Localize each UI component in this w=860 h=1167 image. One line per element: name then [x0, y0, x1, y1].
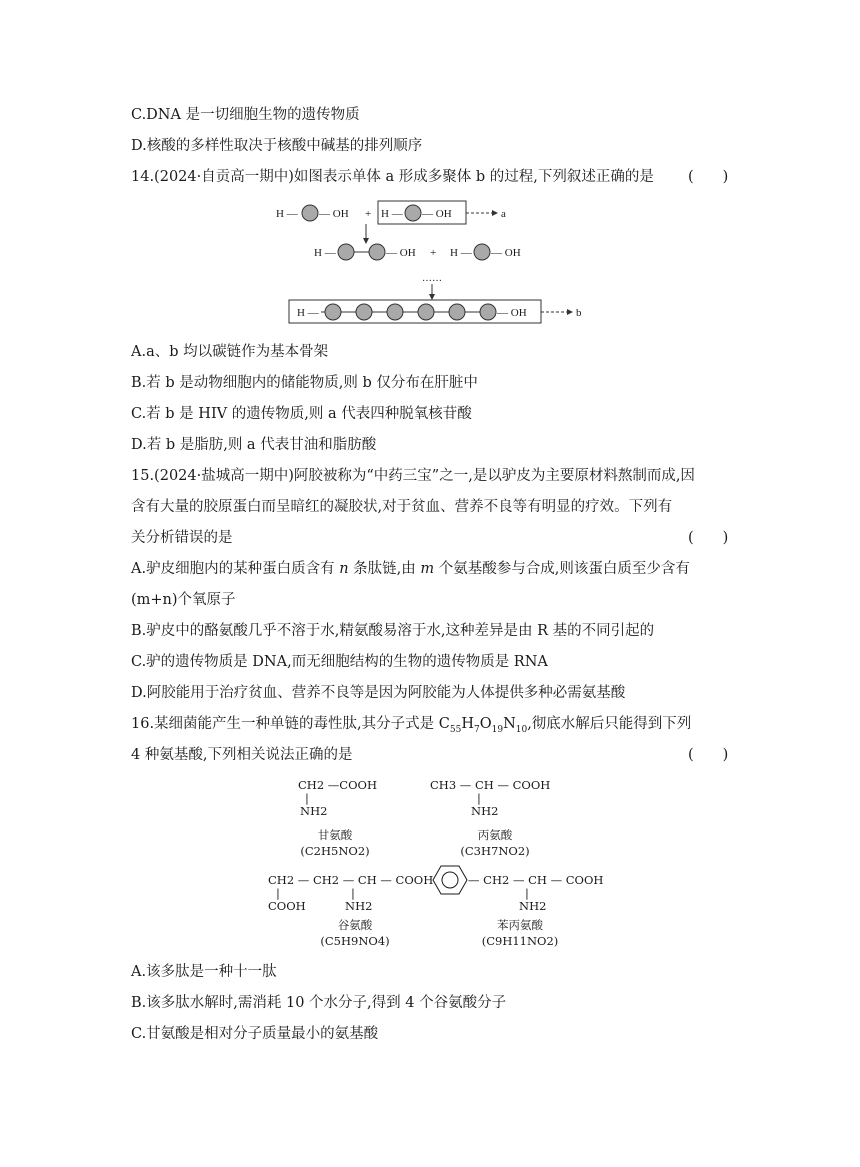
q15-stem-line2: 含有大量的胶原蛋白而呈暗红的凝胶状,对于贫血、营养不良等有明显的疗效。下列有 [131, 499, 673, 515]
row2-oh2: — OH [491, 247, 521, 259]
label-b: b [576, 307, 582, 319]
q15-stem-line3: 关分析错误的是 [131, 530, 233, 546]
row1-h: H — [276, 208, 298, 220]
q15-option-c: C.驴的遗传物质是 DNA,而无细胞结构的生物的遗传物质是 RNA [131, 654, 548, 670]
glycine-bond: | [305, 791, 309, 805]
q13-option-d: D.核酸的多样性取决于核酸中碱基的排列顺序 [131, 138, 423, 154]
q14-option-b: B.若 b 是动物细胞内的储能物质,则 b 仅分布在肝脏中 [131, 375, 478, 391]
q16-answer-paren: ( ) [688, 747, 729, 763]
q15-option-d: D.阿胶能用于治疗贫血、营养不良等是因为阿胶能为人体提供多种必需氨基酸 [131, 685, 626, 701]
dots: …… [422, 273, 442, 284]
glutamate-top: CH2 — CH2 — CH — COOH [268, 873, 434, 887]
monomer-circle [418, 304, 434, 320]
q16-stem-line1: 16.某细菌能产生一种单链的毒性肽,其分子式是 $C_{55}H_7O_{19}N_{10}$,彻底水解后只能得到下列 [131, 716, 692, 735]
glycine-bottom: NH2 [300, 804, 328, 818]
alanine-bond: | [477, 791, 481, 805]
q13-option-c: C.DNA 是一切细胞生物的遗传物质 [131, 107, 360, 123]
glutamate-bond-right: | [351, 886, 355, 900]
phenylalanine-bond: | [525, 886, 529, 900]
q16-option-a: A.该多肽是一种十一肽 [131, 964, 277, 980]
monomer-circle [356, 304, 372, 320]
alanine-top: CH3 — CH — COOH [430, 778, 551, 792]
glutamate-bond-left: | [276, 886, 280, 900]
monomer-circle [449, 304, 465, 320]
row2-oh: — OH [386, 247, 416, 259]
glutamate-formula: (C5H9NO4) [320, 934, 390, 948]
row2-h2: H — [450, 247, 472, 259]
phenylalanine-formula: (C9H11NO2) [481, 934, 559, 948]
alanine-formula: (C3H7NO2) [460, 844, 530, 858]
benzene-ring-icon [432, 864, 468, 896]
phenylalanine-name: 苯丙氨酸 [497, 918, 543, 932]
glycine-formula: (C2H5NO2) [300, 844, 370, 858]
q14-option-c: C.若 b 是 HIV 的遗传物质,则 a 代表四种脱氧核苷酸 [131, 406, 472, 422]
q16-option-b: B.该多肽水解时,需消耗 10 个水分子,得到 4 个谷氨酸分子 [131, 995, 507, 1011]
alanine-bottom: NH2 [471, 804, 499, 818]
row1-plus: + [365, 208, 372, 220]
label-a: a [501, 208, 506, 220]
phenylalanine-top: — CH2 — CH — COOH [468, 873, 604, 887]
row2-h: H — [314, 247, 336, 259]
glutamate-bottom-left: COOH [268, 899, 306, 913]
q16-option-c: C.甘氨酸是相对分子质量最小的氨基酸 [131, 1026, 379, 1042]
q16-stem-line2: 4 种氨基酸,下列相关说法正确的是 [131, 747, 353, 763]
q14-option-a: A.a、b 均以碳链作为基本骨架 [131, 344, 329, 360]
q15-answer-paren: ( ) [688, 530, 729, 546]
monomer-circle [387, 304, 403, 320]
q14-answer-paren: ( ) [688, 169, 729, 185]
q15-option-a-line2: (m+n)个氧原子 [131, 592, 236, 608]
monomer-circle [474, 244, 490, 260]
row3-h: H — [297, 307, 319, 319]
box-oh: — OH [422, 208, 452, 220]
box-h: H — [381, 208, 403, 220]
glycine-name: 甘氨酸 [317, 828, 353, 842]
phenylalanine-bottom: NH2 [519, 899, 547, 913]
monomer-circle [325, 304, 341, 320]
q15-option-a: A.驴皮细胞内的某种蛋白质含有 n 条肽链,由 m 个氨基酸参与合成,则该蛋白质至少含有 [131, 561, 690, 577]
alanine-name: 丙氨酸 [477, 828, 513, 842]
row1-oh: — OH [319, 208, 349, 220]
glycine-top: CH2 —COOH [298, 778, 377, 792]
row3-oh: — OH [497, 307, 527, 319]
monomer-circle [369, 244, 385, 260]
glutamate-name: 谷氨酸 [337, 918, 373, 932]
monomer-circle [338, 244, 354, 260]
glutamate-bottom: NH2 [345, 899, 373, 913]
monomer-circle [480, 304, 496, 320]
row2-plus: + [430, 247, 437, 259]
q15-option-b: B.驴皮中的酪氨酸几乎不溶于水,精氨酸易溶于水,这种差异是由 R 基的不同引起的 [131, 623, 655, 639]
monomer-circle [405, 205, 421, 221]
q14-stem: 14.(2024·自贡高一期中)如图表示单体 a 形成多聚体 b 的过程,下列叙述正确的是 [131, 169, 654, 185]
q14-option-d: D.若 b 是脂肪,则 a 代表甘油和脂肪酸 [131, 437, 377, 453]
monomer-polymer-diagram [270, 196, 610, 331]
q15-stem-line1: 15.(2024·盐城高一期中)阿胶被称为“中药三宝”之一,是以驴皮为主要原材料熬制而成,因 [131, 468, 695, 484]
monomer-circle [302, 205, 318, 221]
